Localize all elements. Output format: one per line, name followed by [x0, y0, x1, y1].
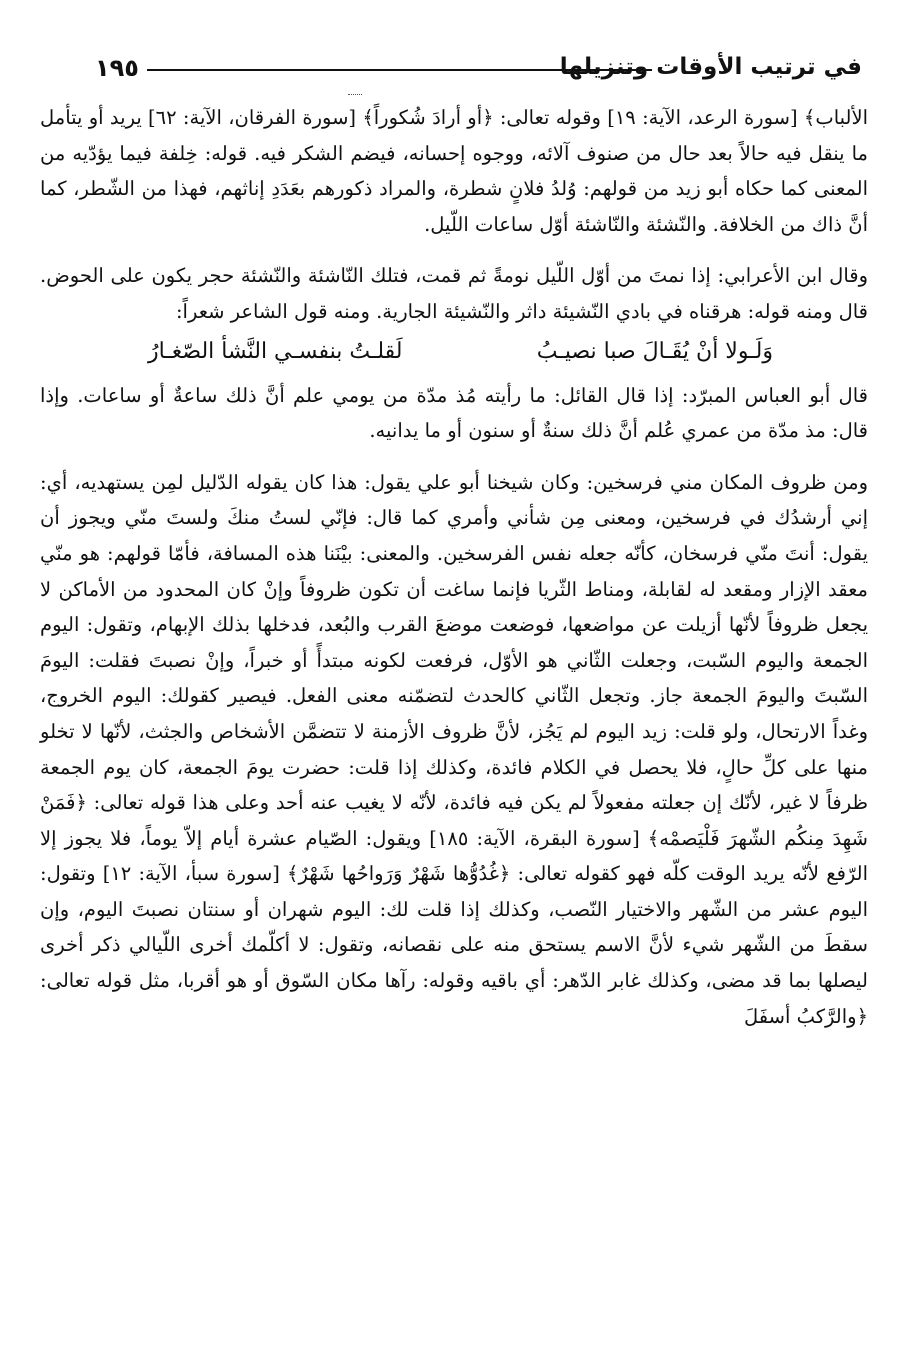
paragraph-2: وقال ابن الأعرابي: إذا نمتَ من أوّل اللّيل نومةً ثم قمت، فتلك النّاشئة والنّشئة حجر يكون على الحوض. قال ومنه قوله: هرقناه في بادي النّشيئة داثر والنّشيئة الجارية. ومنه قول الشاعر شعراً:	[40, 264, 868, 323]
verse-first-hemistich: وَلَـولا أنْ يُقَـالَ صبا نصيـبُ	[536, 338, 773, 364]
paragraph-4: ومن ظروف المكان مني فرسخين: وكان شيخنا أبو علي يقول: هذا كان يقوله الدّليل لمِن يستهديه، أي: إني أرشدُك في فرسخين، ومعنى مِن شأني وأمري كما قال: فإنّي لستُ منكَ ولستَ منّي ويجوز أن يقول: أنتَ منّي فرسخان، كأنّه جعله نفس الفرسخين. والمعنى: بيْنَنا هذه المسافة، فأمّا قولهم: هو منّي معقد الإزار ومقعد له لقابلة، ومناط الثّريا فإنما ساغت أن تكون ظروفاً وإنْ كان المحدود من الأماكن لا يجعل ظروفاً لأنّها أزيلت عن مواضعها، فوضعت موضعَ القرب والبُعد، فدخلها بذلك الإبهام، وتقول: اليوم الجمعة واليوم السّبت، وجعلت الثّاني هو الأوّل، فرفعت لكونه مبتدأً أو خبراً، وإنْ نصبتَ فقلت: اليومَ السّبتَ واليومَ الجمعة جاز. وتجعل الثّاني كالحدث لتضمّنه معنى الفعل. فيصير كقولك: اليوم الخروج، وغداً الارتحال، ولو قلت: زيد اليوم لم يَجُز، لأنَّ ظروف الأزمنة لا تتضمَّن الأشخاص والجثث، لأنّها لا تخلو منها على كلِّ حالٍ، فلا يحصل في الكلام فائدة، وكذلك إذا قلت: حضرت يومَ الجمعة، كان يوم الجمعة ظرفاً لا غير، لأنّك إن جعلته مفعولاً لم يكن فيه فائدة، لأنّه لا يغيب عنه أحد وعلى هذا قوله تعالى: ﴿فَمَنْ شَهِدَ مِنكُم الشّهرَ فَلْيَصمْه﴾ [سورة البقرة، الآية: ١٨٥] ويقول: الصّيام عشرة أيام إلاّ يوماً، فلا يجوز إلا الرّفع لأنّه يريد الوقت كلّه فهو كقوله تعالى: ﴿غُدُوُّها شَهْرٌ وَرَواحُها شَهْرٌ﴾ [سورة سبأ، الآية: ١٢] وتقول: اليوم عشر من الشّهر والاختيار النّصب، وكذلك إذا قلت لك: اليوم شهران أو سنتان نصبتَ اليوم، وإن سقطَ من الشّهر شيء لأنَّ الاسم يستحق منه على نقصانه، وتقول: لا أكلّمك أخرى اللّيالي ذكر أخرى ليصلها بما قد مضى، وكذلك غابر الدّهر: أي باقيه وقوله: رآها مكان السّوق أو هو أقربا، مثل قوله تعالى: ﴿والرَّكبُ أسفَلَ	[40, 470, 869, 1028]
paragraph-3: قال أبو العباس المبرّد: إذا قال القائل: ما رأيته مُذ مدّة من يومي علم أنَّ ذلك ساعةٌ أو ساعات. وإذا قال: مذ مدّة من عمري عُلم أنَّ ذلك سنةٌ أو سنون أو ما يدانيه.	[40, 383, 868, 443]
running-title: في ترتيب الأوقات وتنزيلها	[559, 54, 862, 80]
poem-verse	[40, 332, 868, 372]
header-rule	[147, 69, 652, 71]
page-header	[95, 50, 862, 90]
page-body	[40, 100, 868, 1034]
paragraph-1: الألباب﴾ [سورة الرعد، الآية: ١٩] وقوله تعالى: ﴿أو أرادَ شُكوراً﴾ [سورة الفرقان، الآية: ٦٢] يريد أو يتأمل ما ينقل فيه حالاً بعد حال من صنوف آلائه، ووجوه إحسانه، فيضم الشكر فيه. قوله: خِلفة فيما يؤدّيه من المعنى كما حكاه أبو زيد من قولهم: وُلدُ فلانٍ شطرة، والمراد ذكورهم بعَدَدِ إناثهم، فهذا من الشّطر، كما أنَّ ذاك من الخلافة. والنّشئة والنّاشئة أوّل ساعات اللّيل.	[40, 106, 868, 236]
page-number: ١٩٥	[95, 54, 139, 82]
scan-mark	[348, 94, 362, 97]
verse-second-hemistich: لَقلـتُ بنفسـي النَّشأ الصّغـارُ	[148, 338, 403, 364]
